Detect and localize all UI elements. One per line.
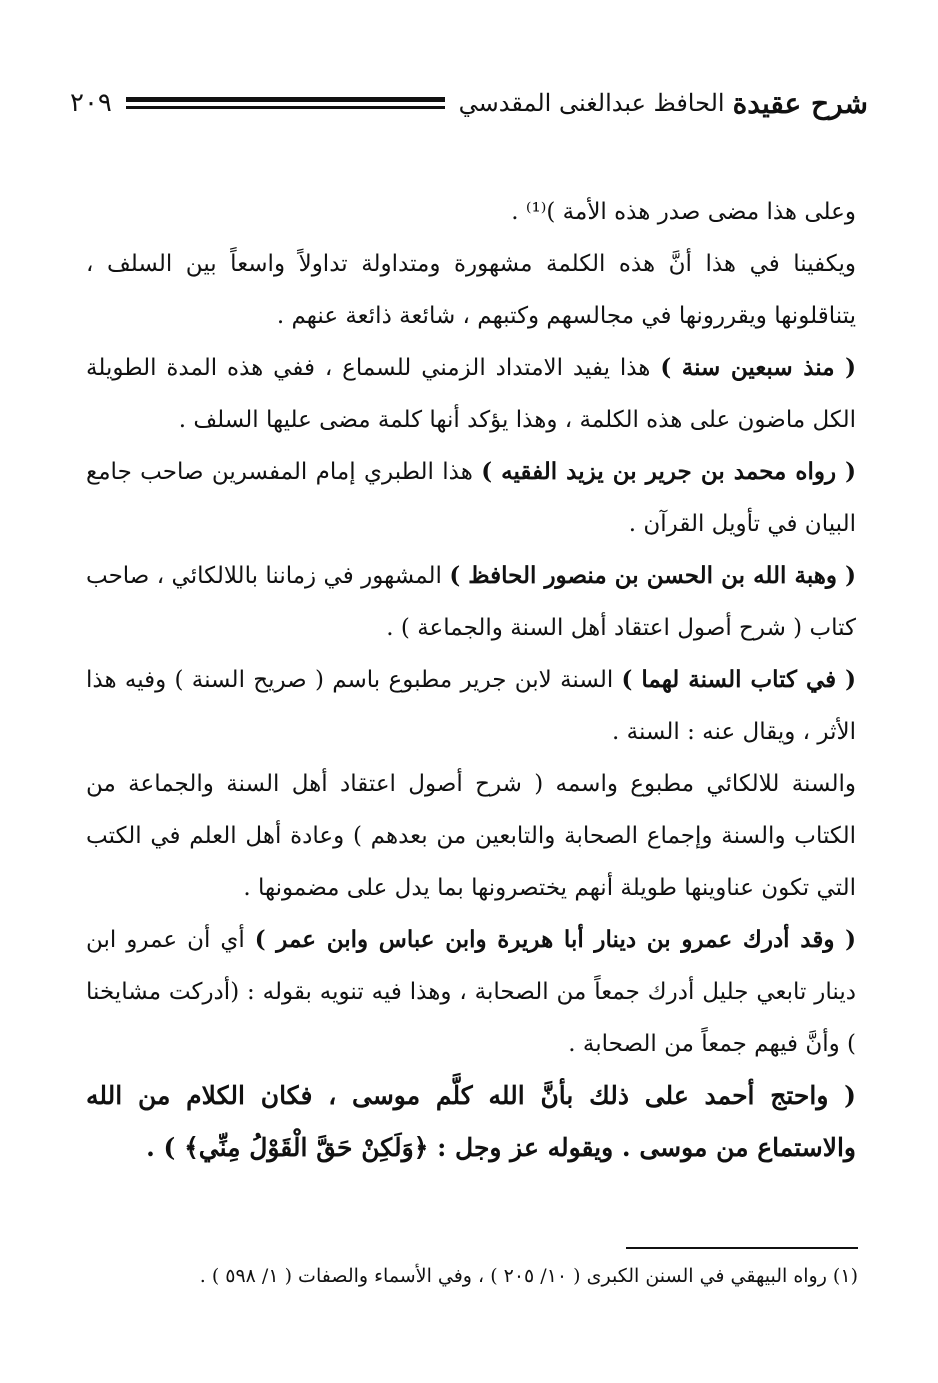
- header-rule: [126, 97, 445, 109]
- book-author: الحافظ عبدالغنى المقدسي: [458, 89, 725, 117]
- quoted-phrase: ( في كتاب السنة لهما ): [621, 666, 856, 693]
- quoted-phrase: ( منذ سبعين سنة ): [660, 354, 856, 381]
- paragraph: ( وهبة الله بن الحسن بن منصور الحافظ ) المشهور في زماننا باللالكائي ، صاحب كتاب ( شرح أصول اعتقاد أهل السنة والجماعة ) .: [86, 562, 857, 641]
- page-number: ٢٠٩: [70, 88, 112, 118]
- book-title: شرح عقيدة: [732, 86, 868, 120]
- footnote: (١) رواه البيهقي في السنن الكبرى ( ١٠/ ٢٠٥ ) ، وفي الأسماء والصفات ( ١/ ٥٩٨ ) .: [199, 1265, 858, 1287]
- running-header: [70, 78, 868, 128]
- paragraph: ( منذ سبعين سنة ) هذا يفيد الامتداد الزمني للسماع ، ففي هذه المدة الطويلة الكل ماضون على هذه الكلمة ، وهذا يؤكد أنها كلمة مضى عليها السلف .: [86, 354, 856, 433]
- paragraph: ( في كتاب السنة لهما ) السنة لابن جرير مطبوع باسم ( صريح السنة ) وفيه هذا الأثر ، ويقال عنه : السنة .: [86, 666, 856, 745]
- quoted-phrase: ( وقد أدرك عمرو بن دينار أبا هريرة وابن عباس وابن عمر ): [254, 926, 856, 953]
- paragraph: ( رواه محمد بن جرير بن يزيد الفقيه ) هذا الطبري إمام المفسرين صاحب جامع البيان في تأويل القرآن .: [86, 458, 856, 537]
- quoted-phrase: ( رواه محمد بن جرير بن يزيد الفقيه ): [481, 458, 856, 485]
- main-text: [86, 186, 856, 1174]
- paragraph: وعلى هذا مضى صدر هذه الأمة )⁽¹⁾ .: [511, 199, 856, 225]
- footnote-rule: [626, 1247, 858, 1249]
- paragraph: ويكفينا في هذا أنَّ هذه الكلمة مشهورة ومتداولة تداولاً واسعاً بين السلف ، يتناقلونها ويقررونها في مجالسهم وكتبهم ، شائعة ذائعة عنهم .: [86, 251, 856, 329]
- paragraph: والسنة للالكائي مطبوع واسمه ( شرح أصول اعتقاد أهل السنة والجماعة من الكتاب والسنة وإجماع الصحابة والتابعين من بعدهم ) وعادة أهل العلم في الكتب التي تكون عناوينها طويلة أنهم يختصرونها بما يدل على مضمونها .: [86, 771, 856, 901]
- paragraph: ( وقد أدرك عمرو بن دينار أبا هريرة وابن عباس وابن عمر ) أي أن عمرو ابن دينار تابعي جليل أدرك جمعاً من الصحابة ، وهذا فيه تنويه بقوله : (أدركت مشايخنا ) وأنَّ فيهم جمعاً من الصحابة .: [86, 926, 856, 1057]
- final-paragraph: ( واحتج أحمد على ذلك بأنَّ الله كلَّم موسى ، فكان الكلام من الله والاستماع من موسى . ويقوله عز وجل : ﴿وَلَكِنْ حَقَّ الْقَوْلُ مِنِّي﴾ ) .: [86, 1081, 856, 1162]
- quoted-phrase: ( وهبة الله بن الحسن بن منصور الحافظ ): [449, 562, 857, 589]
